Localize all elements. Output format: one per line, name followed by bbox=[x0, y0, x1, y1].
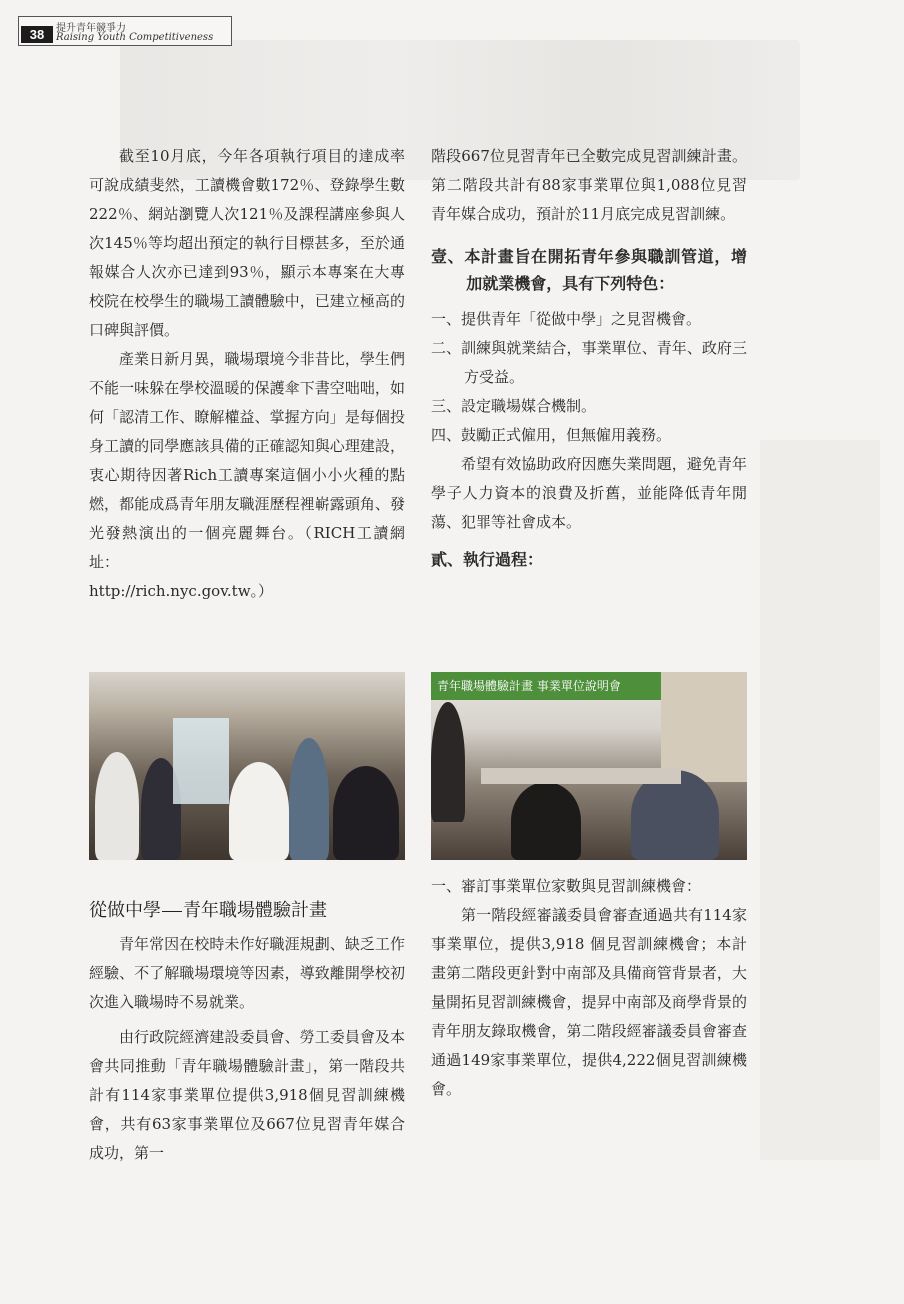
paragraph-youth-problem: 青年常因在校時未作好職涯規劃、缺乏工作經驗、不了解職場環境等因素，導致離開學校初次進入職場時不易就業。 bbox=[89, 935, 405, 1011]
list-item-review: 一、審訂事業單位家數與見習訓練機會： bbox=[431, 877, 702, 895]
faded-background-panel bbox=[760, 440, 880, 1160]
paragraph-review-results: 第一階段經審議委員會審查通過共有114家事業單位，提供3,918 個見習訓練機會；本計畫第二階段更針對中南部及具備商管背景者，大量開拓見習訓練機會，提昇中南部及商學背景的青年朋友錄取機會，第二階段經審議委員會審查通過149家事業單位，提供4,222個見習訓練機會。 bbox=[431, 906, 747, 1098]
heading-execution-process: 貳、執行過程： bbox=[431, 550, 544, 569]
lower-right-column bbox=[431, 872, 747, 1104]
header-title-english: Raising Youth Competitiveness bbox=[56, 32, 214, 43]
page-header bbox=[18, 16, 232, 46]
heading-plan-features: 壹、本計畫旨在開拓青年參與職訓管道，增加就業機會，具有下列特色： bbox=[431, 247, 747, 293]
paragraph-phase-results: 階段667位見習青年已全數完成見習訓練計畫。第二階段共計有88家事業單位與1,088位見習青年媒合成功，預計於11月底完成見習訓練。 bbox=[431, 147, 747, 223]
list-item-1: 一、提供青年「從做中學」之見習機會。 bbox=[431, 310, 702, 328]
header-title-chinese: 提升青年競爭力 bbox=[56, 23, 126, 34]
upper-right-column bbox=[431, 142, 747, 574]
upper-left-column bbox=[89, 142, 405, 606]
paragraph-achievement: 截至10月底，今年各項執行項目的達成率可說成績斐然，工讀機會數172％、登錄學生數222％、網站瀏覽人次121％及課程講座參與人次145％等均超出預定的執行目標甚多，至於通報媒合人次亦已達到93％，顯示本專案在大專校院在校學生的職場工讀體驗中，已建立極高的口碑與評價。 bbox=[89, 147, 405, 339]
website-url: http://rich.nyc.gov.tw。） bbox=[89, 582, 274, 600]
title-dash bbox=[162, 911, 182, 912]
section-title-part-1: 從做中學 bbox=[89, 900, 161, 921]
list-item-3: 三、設定職場媒合機制。 bbox=[431, 397, 597, 415]
list-item-4: 四、鼓勵正式僱用，但無僱用義務。 bbox=[431, 426, 672, 444]
section-title bbox=[89, 896, 327, 922]
photo-employer-briefing bbox=[431, 672, 747, 860]
photo-job-fair-crowd bbox=[89, 672, 405, 860]
list-item-2: 二、訓練與就業結合，事業單位、青年、政府三方受益。 bbox=[431, 339, 747, 386]
paragraph-industry: 產業日新月異，職場環境今非昔比，學生們不能一味躲在學校溫暖的保護傘下書空咄咄，如何「認清工作、瞭解權益、掌握方向」是每個投身工讀的同學應該具備的正確認知與心理建設，衷心期待因著Rich工讀專案這個小小火種的點燃，都能成爲青年朋友職涯歷程裡嶄露頭角、發光發熱演出的一個亮麗舞台。（RICH工讀網址： bbox=[89, 350, 405, 571]
paragraph-program-promotion: 由行政院經濟建設委員會、勞工委員會及本會共同推動「青年職場體驗計畫」，第一階段共計有114家事業單位提供3,918個見習訓練機會，共有63家事業單位及667位見習青年媒合成功，第一 bbox=[89, 1028, 405, 1162]
lower-left-column bbox=[89, 930, 405, 1168]
paragraph-goals: 希望有效協助政府因應失業問題，避免青年學子人力資本的浪費及折舊，並能降低青年閒蕩、犯罪等社會成本。 bbox=[431, 455, 747, 531]
page-number: 38 bbox=[21, 26, 53, 43]
photo-banner: 青年職場體驗計畫 事業單位說明會 bbox=[431, 672, 667, 700]
section-title-part-2: 青年職場體驗計畫 bbox=[183, 900, 327, 921]
